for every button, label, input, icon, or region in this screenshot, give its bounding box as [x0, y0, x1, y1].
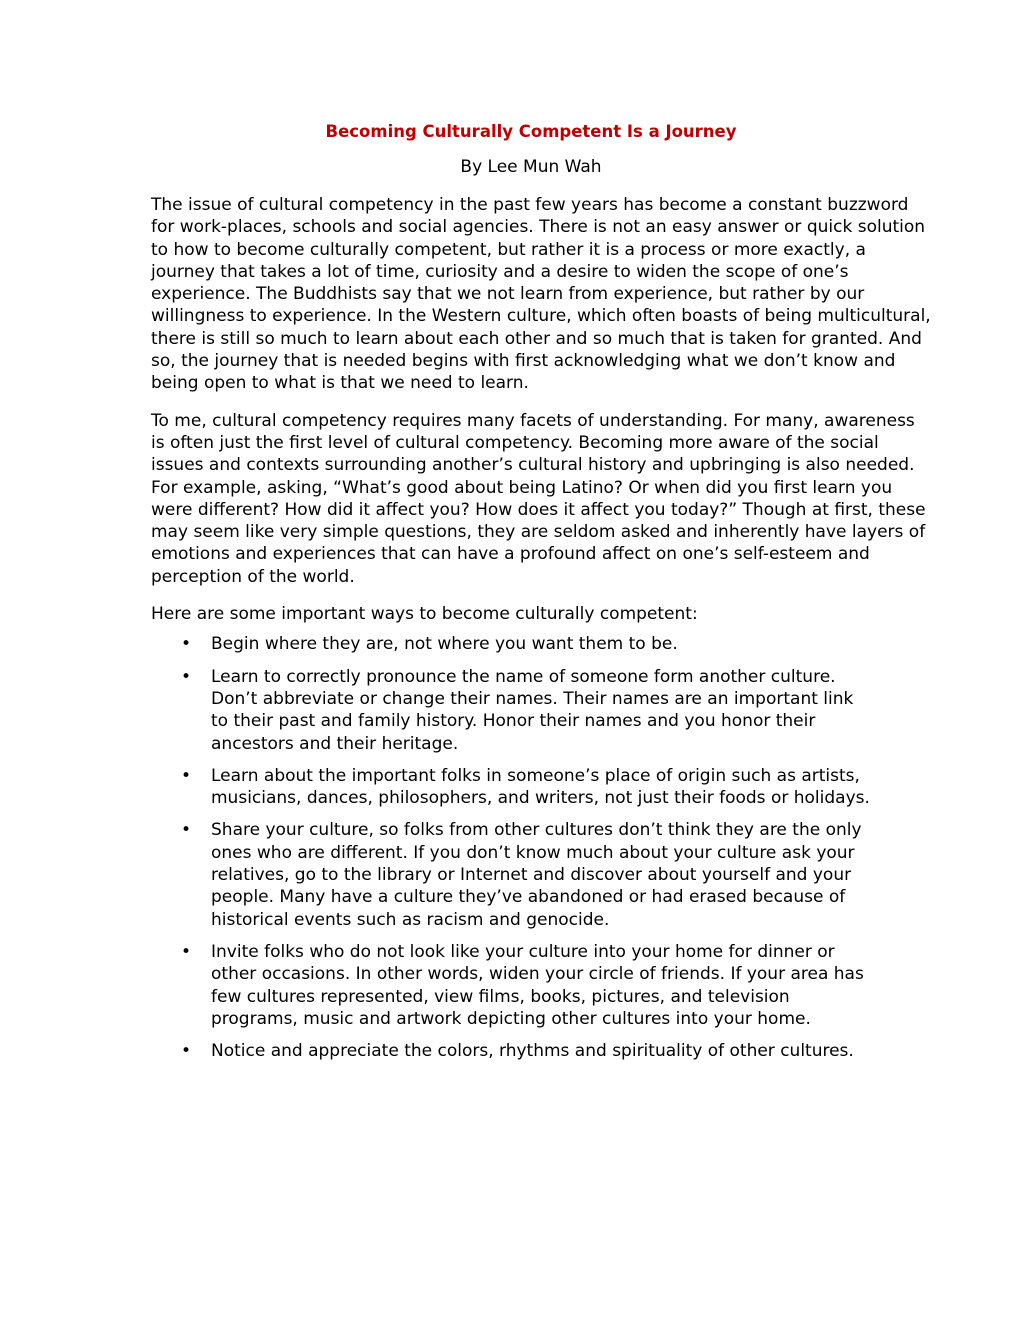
list-item-text: Learn about the important folks in someone’s place of origin such as artists, musicians, dances, philosophers, and writers, not just their foods or holidays. — [211, 765, 870, 809]
paragraph: To me, cultural competency requires many facets of understanding. For many, awareness is often just the first level of cultural competency. Becoming more aware of the social issues and contexts surrounding another’s cultural history and upbringing is also needed. For example, asking, “What’s good about being Latino? Or when did you first learn you were different? How did it affect you? How does it affect you today?” Though at first, these may seem like very simple questions, they are seldom asked and inherently have layers of emotions and experiences that can have a profound affect on one’s self-esteem and perception of the world. — [151, 410, 926, 587]
bullet-icon: • — [181, 666, 192, 687]
bullet-icon: • — [181, 765, 192, 786]
list-item-text: Begin where they are, not where you want them to be. — [211, 634, 678, 655]
bullet-icon: • — [181, 1041, 192, 1062]
list-item-text: Notice and appreciate the colors, rhythms and spirituality of other cultures. — [211, 1041, 854, 1062]
bullet-icon: • — [181, 820, 192, 841]
list-item — [151, 765, 871, 810]
list-item — [151, 941, 871, 1030]
list-item — [151, 819, 871, 930]
list-item — [151, 633, 871, 655]
byline: By Lee Mun Wah — [460, 157, 602, 177]
list-item — [151, 666, 871, 755]
list-item-text: Invite folks who do not look like your culture into your home for dinner or other occasions. In other words, widen your circle of friends. If your area has few cultures represented, view films, books, pictures, and television programs, music and artwork depicting other cultures into your home. — [211, 941, 864, 1029]
bullet-list — [151, 633, 931, 1062]
document-page — [151, 120, 931, 1072]
bullet-icon: • — [181, 941, 192, 962]
list-item — [151, 1040, 871, 1062]
list-item-text: Share your culture, so folks from other cultures don’t think they are the only ones who are different. If you don’t know much about your culture ask your relatives, go to the library or Internet and discover about yourself and your people. Many have a culture they’ve abandoned or had erased because of historical events such as racism and genocide. — [211, 820, 862, 930]
document-title: Becoming Culturally Competent Is a Journey — [325, 122, 737, 141]
list-item-text: Learn to correctly pronounce the name of someone form another culture. Don’t abbreviate or change their names. Their names are an important link to their past and family history. Honor their names and you honor their ancestors and their heritage. — [211, 666, 854, 754]
paragraph: The issue of cultural competency in the past few years has become a constant buzzword for work-places, schools and social agencies. There is not an easy answer or quick solution to how to become culturally competent, but rather it is a process or more exactly, a journey that takes a lot of time, curiosity and a desire to widen the scope of one’s experience. The Buddhists say that we not learn from experience, but rather by our willingness to experience. In the Western culture, which often boasts of being multicultural, there is still so much to learn about each other and so much that is taken for granted. And so, the journey that is needed begins with first acknowledging what we don’t know and being open to what is that we need to learn. — [151, 195, 931, 394]
bullet-icon: • — [181, 634, 192, 655]
list-intro: Here are some important ways to become culturally competent: — [151, 604, 698, 625]
